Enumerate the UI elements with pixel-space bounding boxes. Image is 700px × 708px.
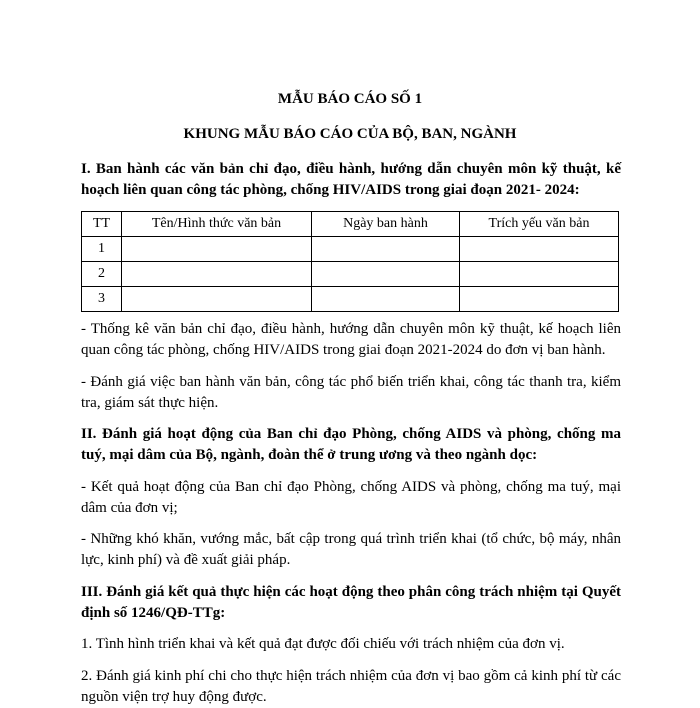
paragraph-line: quan công tác phòng, chống HIV/AIDS trong giai đoạn 2021-2024 do đơn vị ban hành. <box>81 342 606 358</box>
table-cell-tt: 1 <box>82 237 122 262</box>
section-2-heading <box>81 424 621 466</box>
table-cell <box>460 287 619 312</box>
document-subtitle: KHUNG MẪU BÁO CÁO CỦA BỘ, BAN, NGÀNH <box>183 126 517 142</box>
table-cell-tt: 3 <box>82 287 122 312</box>
table-cell <box>122 237 312 262</box>
table-row <box>82 287 619 312</box>
paragraph-line: - Đánh giá việc ban hành văn bản, công tác phổ biến triển khai, công tác thanh tra, kiểm <box>81 374 621 390</box>
header-document-name: Tên/Hình thức văn bản <box>122 212 312 237</box>
section-3-item-2 <box>81 666 621 708</box>
table-cell <box>460 237 619 262</box>
header-tt: TT <box>82 212 122 237</box>
section-3-heading-line: định số 1246/QĐ-TTg: <box>81 605 226 621</box>
table-cell <box>312 262 460 287</box>
paragraph-line: - Những khó khăn, vướng mắc, bất cập trong quá trình triển khai (tổ chức, bộ máy, nhân <box>81 531 621 547</box>
table-cell-tt: 2 <box>82 262 122 287</box>
section-3-heading <box>81 582 621 624</box>
section-2-paragraph-1 <box>81 477 621 519</box>
section-3-heading-line: III. Đánh giá kết quả thực hiện các hoạt động theo phân công trách nhiệm tại Quyết <box>81 584 621 600</box>
header-issue-date: Ngày ban hành <box>312 212 460 237</box>
section-2-paragraph-2 <box>81 529 621 571</box>
table-cell <box>122 262 312 287</box>
section-1-paragraph-2 <box>81 372 621 414</box>
table-cell <box>122 287 312 312</box>
header-summary: Trích yếu văn bản <box>460 212 619 237</box>
paragraph-line: lực, kinh phí) và đề xuất giải pháp. <box>81 552 291 568</box>
document-title: MẪU BÁO CÁO SỐ 1 <box>277 91 423 107</box>
paragraph-line: tra, giám sát thực hiện. <box>81 395 219 411</box>
documents-table <box>81 211 619 312</box>
table-cell <box>312 237 460 262</box>
section-1-paragraph-1 <box>81 319 621 361</box>
paragraph-line: - Kết quả hoạt động của Ban chỉ đạo Phòng, chống AIDS và phòng, chống ma tuý, mại <box>81 479 621 495</box>
table-row <box>82 237 619 262</box>
paragraph-line: 2. Đánh giá kinh phí chi cho thực hiện trách nhiệm của đơn vị bao gồm cả kinh phí từ các <box>81 668 621 684</box>
paragraph-line: nguồn viện trợ huy động được. <box>81 689 267 705</box>
paragraph-line: - Thống kê văn bản chỉ đạo, điều hành, hướng dẫn chuyên môn kỹ thuật, kế hoạch liên <box>81 321 621 337</box>
table-cell <box>312 287 460 312</box>
table-header-row <box>82 212 619 237</box>
section-1-heading-line: I. Ban hành các văn bản chỉ đạo, điều hành, hướng dẫn chuyên môn kỹ thuật, kế <box>81 161 621 177</box>
paragraph-line: 1. Tình hình triển khai và kết quả đạt được đối chiếu với trách nhiệm của đơn vị. <box>81 636 565 652</box>
table-cell <box>460 262 619 287</box>
section-2-heading-line: tuý, mại dâm của Bộ, ngành, đoàn thể ở trung ương và theo ngành dọc: <box>81 447 538 463</box>
section-2-heading-line: II. Đánh giá hoạt động của Ban chỉ đạo Phòng, chống AIDS và phòng, chống ma <box>81 426 621 442</box>
table-row <box>82 262 619 287</box>
section-3-item-1 <box>81 634 621 655</box>
section-1-heading-line: hoạch liên quan công tác phòng, chống HIV/AIDS trong giai đoạn 2021- 2024: <box>81 182 580 198</box>
section-1-heading <box>81 159 621 201</box>
paragraph-line: dâm của đơn vị; <box>81 500 178 516</box>
